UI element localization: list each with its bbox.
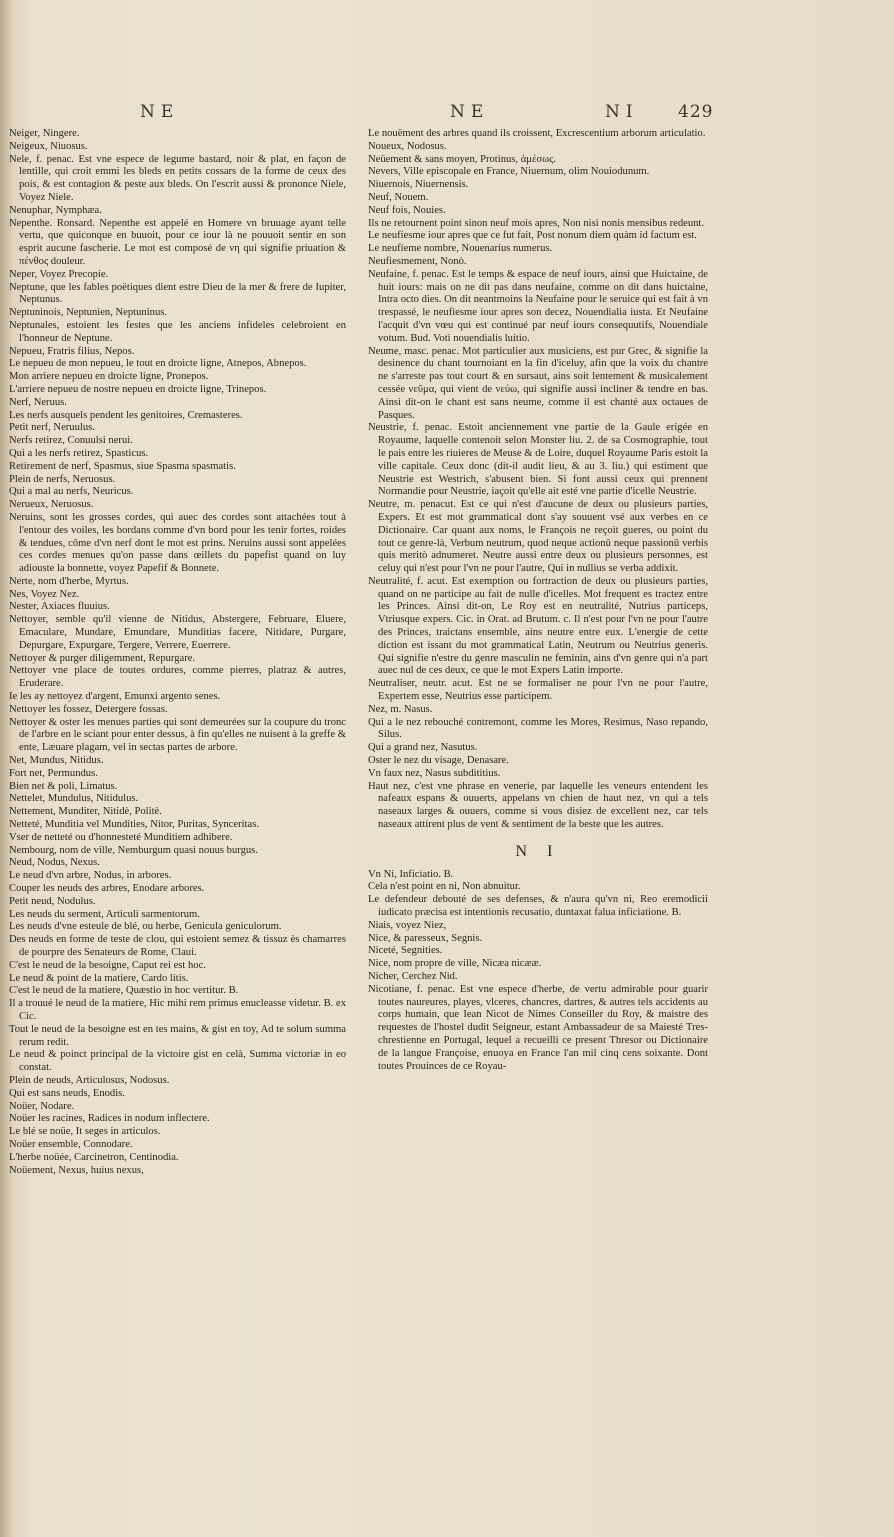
dictionary-entry: Petit nerf, Neruulus. [9, 422, 95, 434]
dictionary-entry: Ie les ay nettoyez d'argent, Emunxi argento senes. [9, 691, 221, 703]
dictionary-entry: Neptuninois, Neptunien, Neptuninus. [9, 307, 168, 319]
dictionary-entry: Neufiesmement, Nonò. [368, 255, 467, 267]
dictionary-entry: Cela n'est point en ni, Non abnuitur. [368, 881, 521, 893]
dictionary-entry: Nembourg, nom de ville, Nemburgum quasi nouus burgus. [9, 844, 258, 856]
page-number: 429 [678, 102, 714, 122]
dictionary-entry: Niceté, Segnities. [368, 945, 443, 957]
dictionary-entry: Noüement, Nexus, huius nexus, [9, 1164, 144, 1176]
dictionary-entry: Fort net, Permundus. [9, 767, 98, 779]
dictionary-entry: Nicotiane, f. penac. Est vne espece d'herbe, de vertu admirable pour guarir toutes naureures, playes, vlceres, chancres, dartres, & autres tels accidents au corps humain, que Iean Nicot de Nimes Conseiller du Roy, & maistre des requestes de l'hostel dudit Seigneur, estant Ambassadeur de sa Maiesté Tres-chrestienne en Portugal, lequel a recueilli ce present Thresor ou Dictionaire de la langue Françoise, enuoya en France l'an mil cinq cens soixante. Dont toutes Prouinces de ce Royau- [368, 983, 708, 1072]
dictionary-entry: Le nouëment des arbres quand ils croissent, Excrescentium arborum articulatio. [368, 128, 706, 139]
dictionary-entry: Nenuphar, Nymphæa. [9, 204, 102, 216]
dictionary-entry: Nettoyer, semble qu'il vienne de Nitidus, Abstergere, Februare, Eluere, Emaculare, Mundare, Emundare, Munditias facere, Nitidare, Purgare, Depurgare, Expurgare, Tergere, Verrere, Euerrere. [9, 614, 346, 651]
dictionary-entry: Ils ne retournent point sinon neuf mois apres, Non nisi nonis mensibus redeunt. [368, 217, 705, 229]
section-heading-ni: N I [515, 842, 561, 860]
dictionary-entry: Retirement de nerf, Spasmus, siue Spasma spasmatis. [9, 460, 236, 472]
dictionary-entry: Le nepueu de mon nepueu, le tout en droicte ligne, Atnepos, Abnepos. [9, 358, 307, 370]
dictionary-entry: Neud, Nodus, Nexus. [9, 857, 100, 869]
dictionary-entry: Vser de netteté ou d'honnesteté Munditiem adhibere. [9, 831, 233, 843]
dictionary-entry: L'herbe noüée, Carcinetron, Centinodia. [9, 1151, 179, 1163]
dictionary-entry: Les neuds d'vne esteule de blé, ou herbe, Genicula geniculorum. [9, 921, 282, 933]
dictionary-entry: Nes, Voyez Nez. [9, 588, 80, 600]
dictionary-entry: Le neufiesme iour apres que ce fut fait, Post nonum diem quàm id factum est. [368, 230, 697, 242]
dictionary-entry: Nice, nom propre de ville, Nicæa nicææ. [368, 958, 542, 970]
dictionary-entry: Le neud & poinct principal de la victoire gist en celà, Summa victoriæ in eo constat. [9, 1049, 346, 1074]
dictionary-entry: Nicher, Cerchez Nid. [368, 971, 458, 982]
dictionary-entry: Nepueu, Fratris filius, Nepos. [9, 345, 135, 357]
running-head-left: NE [140, 102, 180, 122]
dictionary-entry: Il a trouué le neud de la matiere, Hic mihi rem primus enucleasse videtur. B. ex Cic. [9, 998, 346, 1022]
dictionary-entry: Le defendeur debouté de ses defenses, & n'aura qu'vn ni, Reo eremodicii iudicato præcisa est intentionis recusatio, duntaxat falua inficiatione. B. [368, 894, 708, 919]
dictionary-entry: Nettoyer les fossez, Detergere fossas. [9, 703, 168, 715]
dictionary-entry: Couper les neuds des arbres, Enodare arbores. [9, 883, 205, 895]
dictionary-entry: Nettoyer & purger diligemment, Repurgare. [9, 652, 196, 664]
dictionary-entry: Tout le neud de la besoigne est en tes mains, & gist en toy, Ad te solum summa rerum redit. [9, 1023, 346, 1048]
dictionary-entry: Neüement & sans moyen, Protinus, ἀμέσως. [368, 153, 556, 165]
dictionary-entry: Neptunales, estoient les festes que les anciens infideles celebroient en l'honneur de Neptune. [9, 319, 346, 344]
dictionary-entry: Mon arriere nepueu en droicte ligne, Pronepos. [9, 371, 209, 383]
dictionary-entry: Qui a mal au nerfs, Neuricus. [9, 486, 134, 498]
dictionary-entry: Netteté, Munditia vel Mundities, Nitor, Puritas, Synceritas. [9, 819, 259, 831]
dictionary-entry: Niais, voyez Niez, [368, 919, 447, 931]
dictionary-entry: Niuernois, Niuernensis. [368, 179, 469, 191]
dictionary-entry: Nerf, Neruus. [9, 396, 67, 408]
dictionary-entry: Noüer ensemble, Connodare. [9, 1138, 133, 1150]
dictionary-entry: Nettelet, Mundulus, Nitidulus. [9, 793, 139, 805]
dictionary-entry: Neuf fois, Nouies. [368, 204, 446, 216]
dictionary-entry: Le neud & point de la matiere, Cardo litis. [9, 972, 189, 984]
dictionary-entry: Qui a grand nez, Nasutus. [368, 742, 478, 754]
running-head-right-ne: NE [450, 102, 490, 122]
dictionary-entry: Neume, masc. penac. Mot particulier aux musiciens, est pur Grec, & signifie la desinence du chant tournoiant en la fin d'iceluy, afin que la voix du chantre ne s'arreste pas tout court & en sursaut, ains soit lentement & musicalement cessée νεῦμα, qui vient de νεύω, qui signifie aussi incliner & tendre en bas. Ainsi dit-on le chant est sans neume, comme il est chanté aux octaues de Pasques. [368, 345, 708, 421]
dictionary-entry: Nevers, Ville episcopale en France, Niuernum, olim Nouiodunum. [368, 166, 650, 178]
dictionary-entry: Les neuds du serment, Articuli sarmentorum. [9, 908, 200, 920]
dictionary-entry: Nez, m. Nasus. [368, 703, 433, 715]
dictionary-entry: Neper, Voyez Precopie. [9, 268, 109, 280]
dictionary-entry: Qui a le nez rebouché contremont, comme les Mores, Resimus, Naso repando, Silus. [368, 716, 708, 741]
dictionary-entry: Haut nez, c'est vne phrase en venerie, par laquelle les veneurs entendent les nafeaux espans & ouuerts, appelans vn chien de haut nez, vn qui a tels naseaux larges & ouuers, comme si vous disiez de excellent nez, car tels naseaux attirent plus de vent & sentiment de la beste que les autres. [368, 780, 708, 831]
dictionary-entry: Neiger, Ningere. [9, 128, 80, 139]
right-column-ne-entries [368, 128, 708, 832]
dictionary-entry: Qui est sans neuds, Enodis. [9, 1087, 125, 1099]
dictionary-entry: Nettoyer vne place de toutes ordures, comme pierres, platraz & autres, Eruderare. [9, 665, 346, 690]
dictionary-entry: Des neuds en forme de teste de clou, qui estoient semez & tissuz ès chamarres de pourpre des Senateurs de Rome, Claui. [9, 934, 346, 958]
left-column [9, 128, 346, 1177]
dictionary-entry: Noüer les racines, Radices in nodum inflectere. [9, 1113, 210, 1125]
dictionary-entry: Plein de neuds, Articulosus, Nodosus. [9, 1074, 170, 1086]
dictionary-entry: C'est le neud de la matiere, Quæstio in hoc vertitur. B. [9, 985, 239, 997]
dictionary-entry: Bien net & poli, Limatus. [9, 780, 118, 792]
dictionary-entry: Nerueux, Neruosus. [9, 499, 94, 511]
dictionary-entry: Oster le nez du visage, Denasare. [368, 755, 509, 767]
dictionary-entry: Le neud d'vn arbre, Nodus, in arbores. [9, 870, 172, 882]
dictionary-entry: Nice, & paresseux, Segnis. [368, 932, 483, 944]
dictionary-entry: Noueux, Nodosus. [368, 140, 447, 152]
dictionary-entry: Net, Mundus, Nitidus. [9, 755, 104, 767]
dictionary-entry: Nettoyer & oster les menues parties qui sont demeurées sur la coupure du tronc de l'arbre en le sciant pour enter dessus, à fin qu'elles ne nuisent à la greffe & ente, Læuare plagam, vel in sectas partes de arbore. [9, 716, 346, 754]
dictionary-entry: Les nerfs ausquels pendent les genitoires, Cremasteres. [9, 409, 243, 421]
dictionary-entry: Neutraliser, neutr. acut. Est ne se formaliser ne pour l'vn ne pour l'autre, Expertem esse, Neutrius esse participem. [368, 678, 708, 703]
right-column [368, 128, 708, 1073]
running-head-right-ni: NI [605, 102, 639, 122]
dictionary-entry: Neutre, m. penacut. Est ce qui n'est d'aucune de deux ou plusieurs parties, Expers. Et est mot grammatical dont s'ay souuent vsé aux verbes en ce Dictionaire. Car quant aux noms, le François ne reçoit gueres, ou point du tout ce genre-là, Verbum neutrum, quod neque actionû neque passionû verbis quis meritò adnumeret. Neutre aussi entre deux ou plusieurs personnes, est celuy qui n'est pour l'vn ne pour l'autre, Qui in nullius se verba addixit. [368, 499, 708, 575]
dictionary-entry: Nerte, nom d'herbe, Myrtus. [9, 575, 129, 587]
dictionary-entry: Nepenthe. Ronsard. Nepenthe est appelé en Homere vn bruuage ayant telle vertu, que quiconque en buuoit, pour ce iour là ne pouuoit sentir en son esprit aucune fascherie. Le mot est composé de νη qui signifie priuation & πένθος douleur. [9, 217, 346, 267]
dictionary-entry: Nettement, Munditer, Nitidè, Politè. [9, 806, 162, 818]
dictionary-entry: Nester, Axiaces fluuius. [9, 601, 110, 613]
dictionary-entry: Plein de nerfs, Neruosus. [9, 473, 116, 485]
dictionary-entry: C'est le neud de la besoigne, Caput rei est hoc. [9, 959, 206, 971]
dictionary-entry: Qui a les nerfs retirez, Spasticus. [9, 447, 149, 459]
dictionary-entry: Neutralité, f. acut. Est exemption ou fortraction de deux ou plusieurs parties, quand on ne participe au fait de nulle d'icelles. Mot frequent es tractez entre les Princes. Ainsi dit-on, Le Roy est en neutralité, Nutrius particeps, Vtriusque expers. Cic. in Orat. ad Brutum. c. Il n'est pour l'vn ne pour l'autre des Princes, traictans ensemble, ains neutre entre eux. L'energie de cette diction est issant du mot grammatical Latin, Neutrum ou Neutrius generis. Qui signifie n'estre du genre masculin ne feminin, ains d'vn genre qui n'a part auec nul de ces deux, ce que le mot Expers Latin importe. [368, 575, 708, 677]
dictionary-entry: Vn Ni, Inficiatio. B. [368, 868, 454, 880]
right-column-ni-entries [368, 869, 708, 1074]
dictionary-entry: Noüer, Nodare. [9, 1100, 75, 1112]
dictionary-entry: Nele, f. penac. Est vne espece de legume bastard, noir & plat, en façon de lentille, qui croit emmi les bleds en petits cossars de la forme de ceux des pois, & est contagion & peste aux bleds. On l'escrit aussi & prononce Niele, Voyez Niele. [9, 153, 346, 203]
dictionary-entry: Neptune, que les fables poëtiques dient estre Dieu de la mer & frere de Iupiter, Neptunus. [9, 281, 346, 306]
dictionary-entry: Vn faux nez, Nasus subdititius. [368, 767, 501, 779]
dictionary-entry: Neruins, sont les grosses cordes, qui auec des cordes sont attachées tout à l'entour des voiles, les bordans comme d'vn bord pour les tenir fortes, roides & tendues, côme d'vn nerf dont le mot est prins. Neruins aussi sont appelées ces cordes menues qu'on passe dans œillets du papefist quand on luy adiouste la bonnette, voyez Papefif & Bonnete. [9, 511, 346, 575]
dictionary-entry: Neuf, Nouem. [368, 191, 429, 203]
dictionary-entry: Nerfs retirez, Conuulsi nerui. [9, 435, 133, 447]
dictionary-entry: Petit neud, Nodulus. [9, 895, 96, 907]
dictionary-entry: Le neufieme nombre, Nouenarius numerus. [368, 243, 553, 255]
dictionary-entry: Neufaine, f. penac. Est le temps & espace de neuf iours, ainsi que Huictaine, de huit iours: mais on ne dit pas dans neufaine, comme on dit dans huictaine, Intra octo dies. On dit neantmoins la Neufaine pour le seruice qui est fait à vn trespassé, le neufiesme iour apres son decez, Nouendialia iusta. Et Neufaine l'acquit d'vn vœu qui est continué par neuf iours consequutifs, Nouendiale votum. Bud. Voti nouendialis luitio. [368, 268, 708, 344]
dictionary-entry: Neigeux, Niuosus. [9, 140, 88, 152]
dictionary-entry: Neustrie, f. penac. Estoit anciennement vne partie de la Gaule erigée en Royaume, laquelle contenoit selon Monster liu. 2. de sa Cosmographie, tout le pais entre les riuieres de Meuse & de Loire, duquel Royaume Paris estoit la ville capitale. Ceux donc (dit-il audit lieu, & au 3. liu.) qui estiment que Neustrie est Westrich, s'abusent bien. Si font aussi ceux qui prennent Normandie pour Neustrie, iaçoit qu'elle ait esté vne partie d'icelle Neustrie. [368, 422, 708, 498]
dictionary-entry: L'arriere nepueu de nostre nepueu en droicte ligne, Trinepos. [9, 383, 267, 395]
dictionary-entry: Le blé se noüe, It seges in articulos. [9, 1126, 161, 1138]
